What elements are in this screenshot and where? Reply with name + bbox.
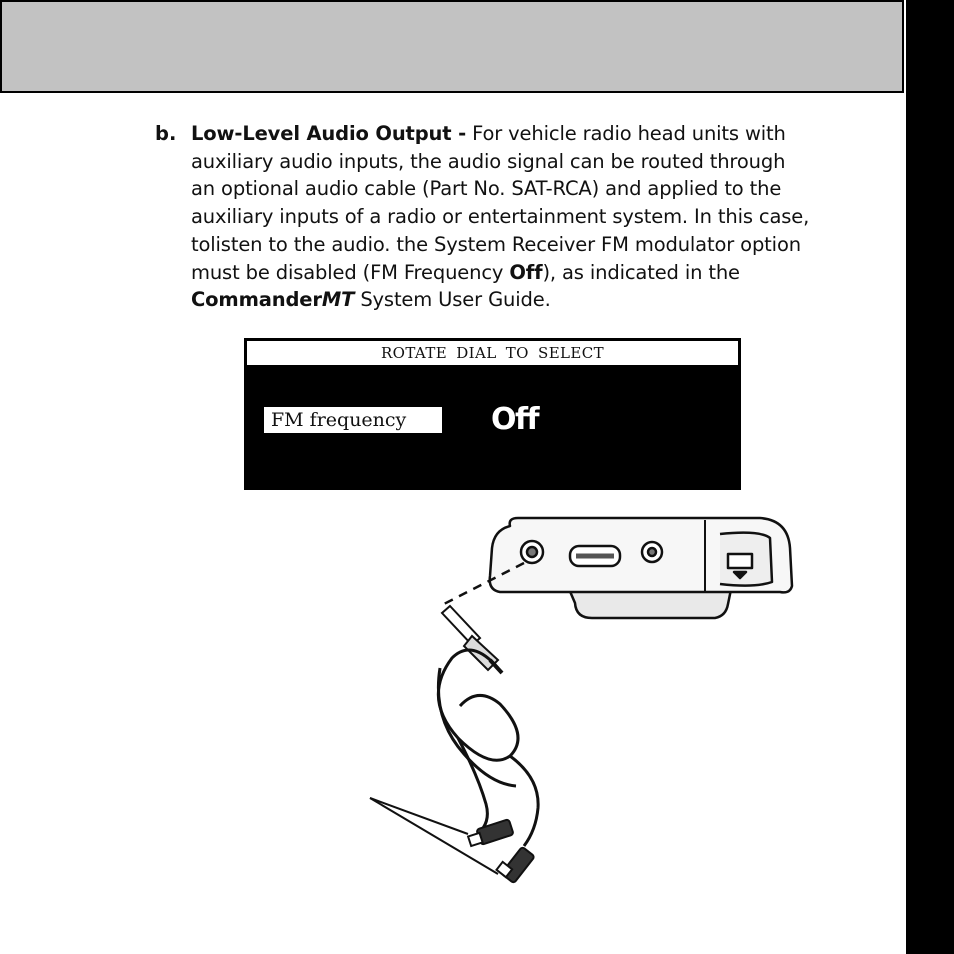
brand-suffix: MT — [321, 288, 355, 312]
page-header-bar — [0, 0, 904, 93]
receiver-lcd-screen — [244, 338, 741, 490]
body-line-3: an optional audio cable (Part No. SAT-RCA) and applied to the — [191, 177, 782, 201]
body-line-4: auxiliary inputs of a radio or entertainment system. In this case, — [191, 205, 810, 229]
body-text-6b: ), as indicated in the — [542, 260, 740, 284]
body-text-6a: must be disabled (FM Frequency — [191, 260, 510, 284]
rca-plug-1 — [468, 819, 514, 846]
off-emphasis: Off — [509, 260, 543, 284]
list-item-body — [191, 120, 855, 314]
body-text-7: System User Guide. — [354, 288, 551, 312]
body-line-2: auxiliary audio inputs, the audio signal can be routed through — [191, 149, 786, 173]
rca-plug-2 — [497, 847, 535, 884]
lcd-setting-label: FM frequency — [264, 407, 442, 433]
list-marker: b. — [155, 122, 177, 145]
receiver-unit-drawing — [490, 518, 792, 618]
body-line-5: tolisten to the audio. the System Receiver FM modulator option — [191, 232, 801, 256]
side-thumb-tab — [906, 0, 954, 954]
body-line-1 — [191, 120, 855, 148]
brand-name: Commander — [191, 288, 322, 312]
item-title: Low-Level Audio Output - — [191, 122, 467, 145]
coiled-cable — [438, 650, 538, 846]
lcd-setting-value: Off — [491, 402, 539, 437]
audio-cable-illustration — [360, 508, 800, 898]
lcd-banner: ROTATE DIAL TO SELECT — [247, 341, 738, 365]
body-line-7 — [191, 286, 855, 314]
body-text-1: For vehicle radio head units with — [472, 122, 786, 145]
body-line-6 — [191, 259, 855, 287]
